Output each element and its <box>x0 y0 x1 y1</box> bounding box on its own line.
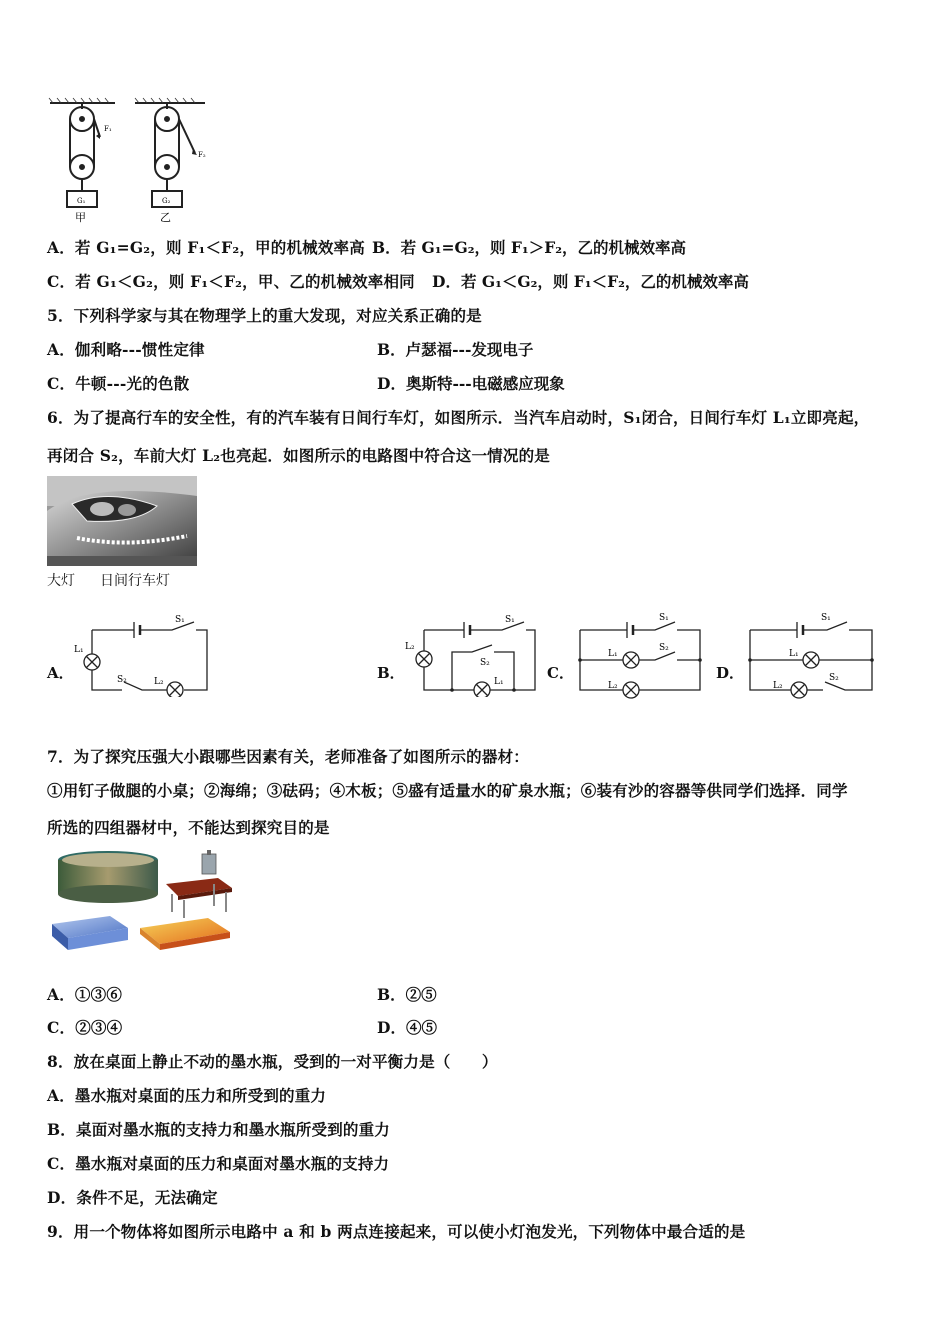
q5-stem: 5．下列科学家与其在物理学上的重大发现，对应关系正确的是 <box>47 306 482 325</box>
q4-option-d: D．若 G₁＜G₂，则 F₁＜F₂，乙的机械效率高 <box>432 272 749 291</box>
circuit-d-s2: S₂ <box>829 673 839 683</box>
q7-option-d: D．④⑤ <box>377 1018 437 1037</box>
label-jia: 甲 <box>75 211 86 224</box>
label-yi: 乙 <box>160 211 171 224</box>
circuit-a-l2: L₂ <box>154 677 164 687</box>
q4-option-a: A．若 G₁=G₂，则 F₁＜F₂，甲的机械效率高 <box>47 238 365 257</box>
circuit-b-s2: S₂ <box>480 658 490 668</box>
caption-headlight: 大灯 <box>47 573 75 589</box>
q6-stem-line2: 再闭合 S₂，车前大灯 L₂也亮起．如图所示的电路图中符合这一情况的是 <box>47 446 550 465</box>
f1-label: F₁ <box>104 125 112 133</box>
circuit-d <box>745 608 880 700</box>
circuit-c <box>575 608 705 700</box>
circuit-d-l1: L₁ <box>789 649 799 659</box>
q6-option-d-label: D． <box>716 664 745 682</box>
q5-option-b: B．卢瑟福---发现电子 <box>377 340 534 359</box>
q7-stem-line1: 7．为了探究压强大小跟哪些因素有关，老师准备了如图所示的器材： <box>47 747 529 766</box>
circuit-d-l2: L₂ <box>773 681 783 691</box>
q5-option-c: C．牛顿---光的色散 <box>47 374 190 393</box>
circuit-c-l1: L₁ <box>608 649 618 659</box>
q8-option-a: A．墨水瓶对桌面的压力和所受到的重力 <box>47 1086 327 1105</box>
car-headlight-photo <box>47 476 197 566</box>
q6-option-c-label: C． <box>547 664 574 682</box>
q7-stem-line3: 所选的四组器材中，不能达到探究目的是 <box>47 818 330 837</box>
pressure-apparatus-figure <box>48 848 238 958</box>
q8-option-b: B．桌面对墨水瓶的支持力和墨水瓶所受到的重力 <box>47 1120 391 1139</box>
q5-option-a: A．伽利略---惯性定律 <box>47 340 205 359</box>
q6-option-a-label: A． <box>47 664 74 682</box>
circuit-c-s2: S₂ <box>659 643 669 653</box>
q7-stem-line2: ①用钉子做腿的小桌；②海绵；③砝码；④木板；⑤盛有适量水的矿泉水瓶；⑥装有沙的容器等供同学们选择．同学 <box>47 781 848 800</box>
circuit-a <box>72 612 217 697</box>
q7-option-a: A．①③⑥ <box>47 985 123 1004</box>
circuit-b-l1: L₁ <box>494 677 504 687</box>
q4-option-c: C．若 G₁＜G₂，则 F₁＜F₂，甲、乙的机械效率相同 <box>47 272 415 291</box>
q8-stem: 8．放在桌面上静止不动的墨水瓶，受到的一对平衡力是（ ） <box>47 1052 498 1071</box>
circuit-a-s1: S₁ <box>175 615 185 625</box>
f2-label: F₂ <box>198 151 206 159</box>
circuit-c-l2: L₂ <box>608 681 618 691</box>
circuit-c-s1: S₁ <box>659 613 669 623</box>
circuit-a-s2: S₂ <box>117 675 127 685</box>
q6-stem-line1: 6．为了提高行车的安全性，有的汽车装有日间行车灯，如图所示．当汽车启动时，S₁闭合，日间行车灯 L₁立即亮起， <box>47 408 870 427</box>
q5-option-d: D．奥斯特---电磁感应现象 <box>377 374 565 393</box>
circuit-b-l2: L₂ <box>405 642 415 652</box>
q8-option-d: D．条件不足，无法确定 <box>47 1188 218 1207</box>
pulley-figure <box>45 95 215 225</box>
g2-label: G₂ <box>162 197 171 205</box>
caption-daytime-light: 日间行车灯 <box>100 573 170 589</box>
q9-stem: 9．用一个物体将如图所示电路中 a 和 b 两点连接起来，可以使小灯泡发光，下列物体中最合适的是 <box>47 1222 746 1241</box>
circuit-b <box>402 612 542 697</box>
circuit-d-s1: S₁ <box>821 613 831 623</box>
q6-option-b-label: B． <box>377 664 405 682</box>
circuit-a-l1: L₁ <box>74 645 84 655</box>
q4-option-b: B．若 G₁=G₂，则 F₁＞F₂，乙的机械效率高 <box>372 238 687 257</box>
q8-option-c: C．墨水瓶对桌面的压力和桌面对墨水瓶的支持力 <box>47 1154 390 1173</box>
circuit-b-s1: S₁ <box>505 615 515 625</box>
g1-label: G₁ <box>77 197 86 205</box>
q7-option-c: C．②③④ <box>47 1018 123 1037</box>
q7-option-b: B．②⑤ <box>377 985 437 1004</box>
